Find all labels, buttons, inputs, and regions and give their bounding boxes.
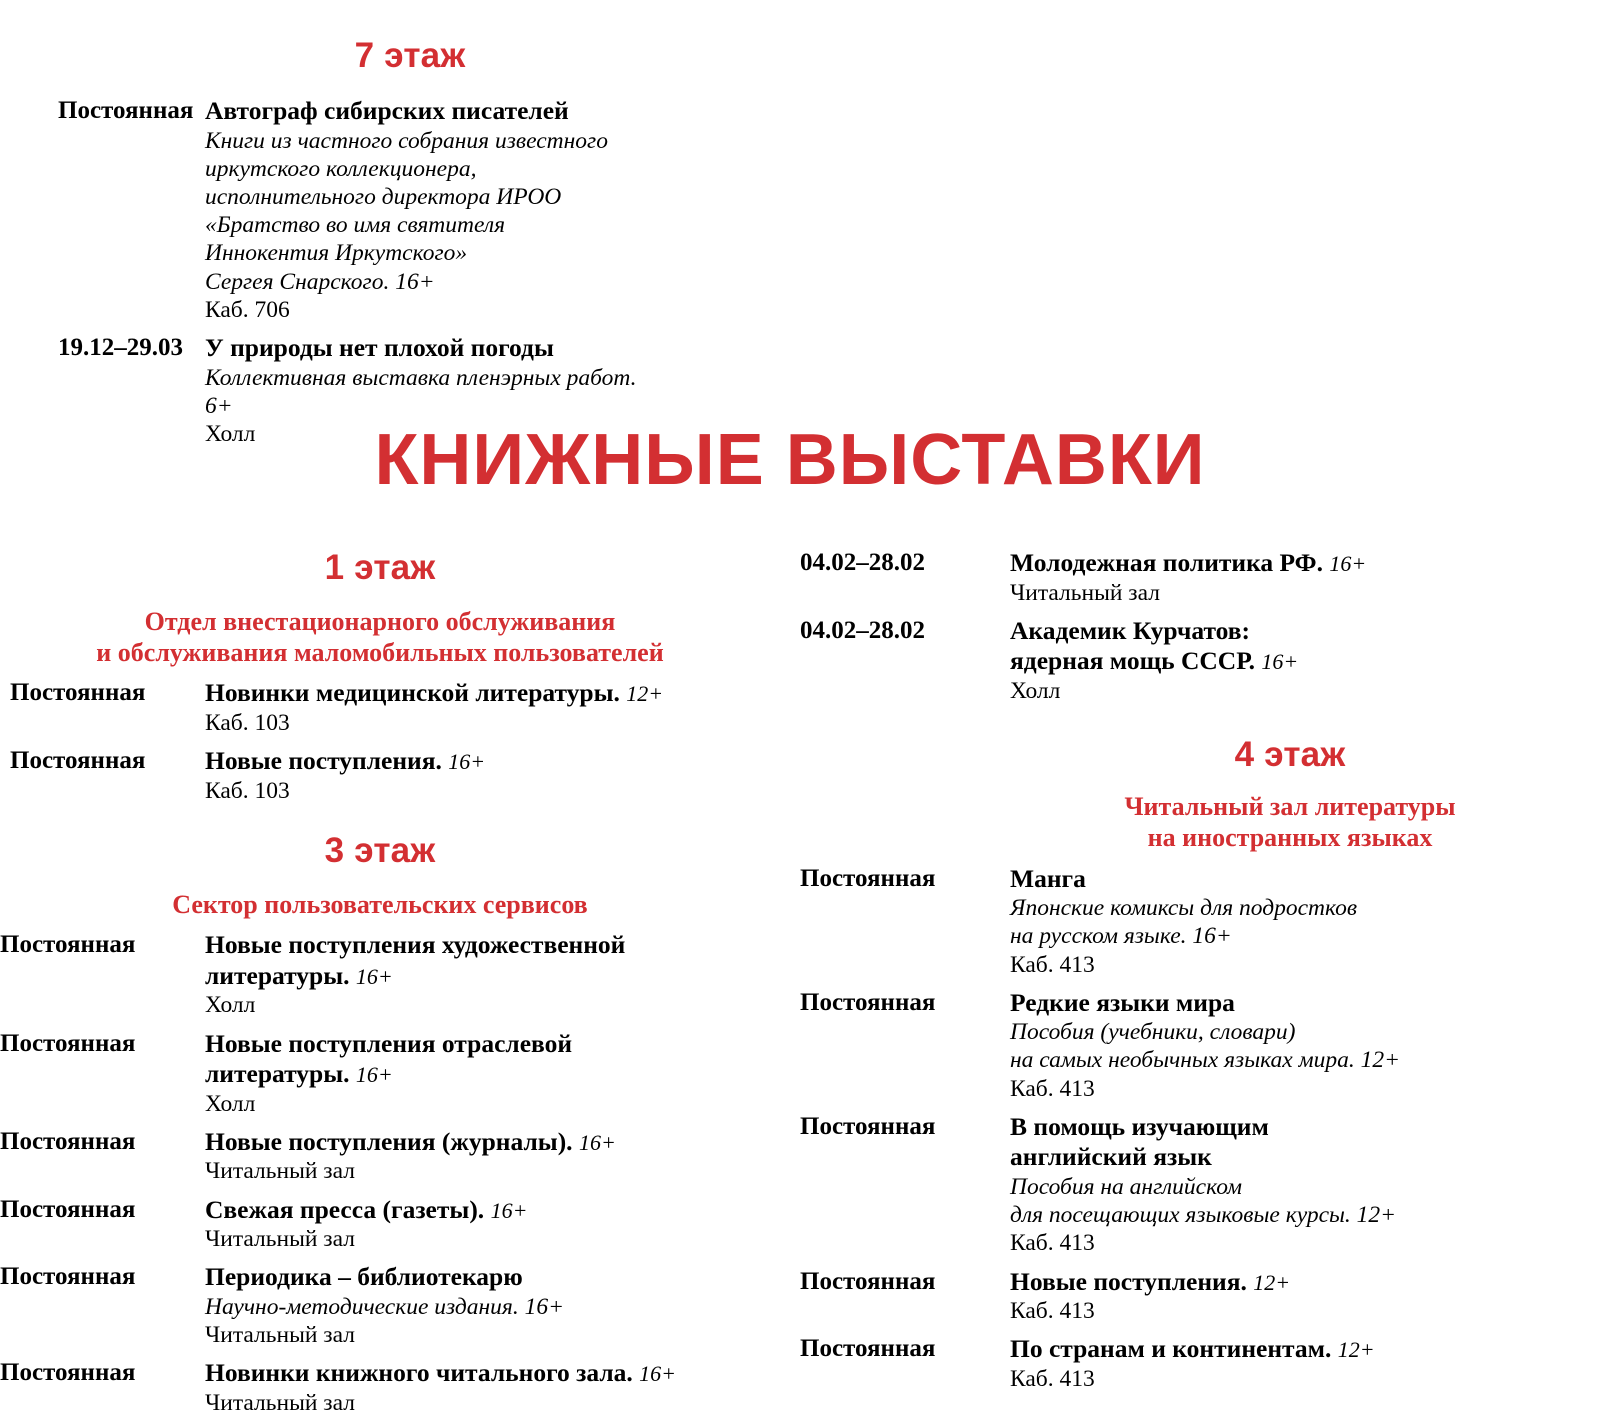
entry-details [205, 746, 790, 805]
entry-description-line: Пособия (учебники, словари) [1010, 1019, 1296, 1046]
entry-title: У природы нет плохой погоды [205, 332, 554, 362]
entry-title-text: литературы. [205, 960, 350, 990]
entry-description-line: Коллективная выставка пленэрных работ. [205, 364, 637, 391]
entry-details [1010, 548, 1600, 607]
entry-details [205, 1195, 790, 1254]
entry-schedule: Постоянная [0, 931, 136, 959]
entry-title [205, 1029, 790, 1090]
entry-title [1010, 548, 1600, 579]
entry-title-text: ядерная мощь СССР. [1010, 646, 1255, 676]
entry-title-text: Новинки книжного читального зала. [205, 1358, 633, 1388]
age-rating: 12+ [1337, 1337, 1375, 1363]
entry-title-text: Новые поступления (журналы). [205, 1126, 573, 1156]
entry-item [0, 746, 790, 805]
age-rating: 16+ [1261, 649, 1299, 675]
entry-details [1010, 864, 1600, 979]
entry-title [1010, 1267, 1600, 1298]
entry-details [205, 1029, 790, 1118]
entry-details [205, 1262, 790, 1349]
entry-location: Каб. 413 [1010, 1298, 1095, 1325]
entry-description [1010, 1173, 1600, 1229]
floor-section-1 [0, 548, 800, 805]
department-heading-line: на иностранных языках [1147, 823, 1433, 853]
entry-description: Научно-методические издания. 16+ [205, 1294, 564, 1321]
entry-item [0, 1262, 790, 1349]
entry-description [1010, 1018, 1600, 1074]
entry-item [0, 1358, 790, 1417]
department-heading-4 [800, 791, 1540, 853]
entry-title-line: английский язык [1010, 1142, 1212, 1172]
entry-description-line: на русском языке. 16+ [1010, 923, 1232, 950]
entry-title [1010, 616, 1600, 677]
entry-title-line: Новые поступления художественной [205, 930, 626, 960]
entry-details [205, 678, 790, 737]
floor-section-4 [800, 735, 1600, 1393]
entry-item [0, 96, 820, 324]
entry-schedule: Постоянная [800, 988, 936, 1016]
entry-list-floor-7 [0, 96, 820, 448]
entry-item [800, 548, 1600, 607]
entry-description-line: на самых необычных языках мира. 12+ [1010, 1047, 1400, 1074]
entry-location: Каб. 706 [205, 296, 290, 323]
entry-title-line: Академик Курчатов: [1010, 615, 1251, 645]
entry-title [1010, 1334, 1600, 1365]
entry-title-text: литературы. [205, 1059, 350, 1089]
entry-description [205, 127, 820, 296]
columns-container [0, 548, 1600, 1426]
entry-schedule: Постоянная [800, 1335, 936, 1363]
entry-details [205, 96, 820, 324]
entry-item [0, 1195, 790, 1254]
age-rating: 16+ [490, 1197, 528, 1223]
entry-location: Читальный зал [205, 1322, 355, 1349]
floor-heading-1: 1 этаж [324, 548, 436, 587]
entry-item [800, 864, 1600, 979]
entry-title-text: По странам и континентам. [1010, 1334, 1332, 1364]
entry-list-right-top [800, 548, 1600, 705]
department-heading-1 [0, 606, 760, 668]
entry-description-line: Японские комиксы для подростков [1010, 895, 1358, 922]
entry-details [1010, 1112, 1600, 1258]
entry-location: Каб. 103 [205, 709, 290, 736]
entry-title [205, 678, 790, 709]
department-heading-line: Сектор пользовательских сервисов [172, 889, 588, 919]
entry-details [1010, 1267, 1600, 1326]
entry-list-floor-1 [0, 678, 790, 805]
entry-location: Холл [205, 420, 256, 447]
entry-description-line: иркутского коллекционера, [205, 155, 477, 182]
age-rating: 12+ [1253, 1269, 1291, 1295]
entry-schedule: 19.12–29.03 [58, 333, 183, 361]
page-title-wrapper [0, 420, 1580, 500]
age-rating: 12+ [626, 681, 664, 707]
entry-schedule: 04.02–28.02 [800, 616, 925, 644]
entry-item [800, 988, 1600, 1103]
entry-location: Читальный зал [205, 1226, 355, 1253]
page-title: КНИЖНЫЕ ВЫСТАВКИ [374, 420, 1206, 500]
entry-title-line [205, 961, 790, 992]
entry-list-floor-3 [0, 930, 790, 1417]
entry-schedule: Постоянная [58, 97, 194, 124]
floor-section-7 [0, 36, 1600, 457]
entry-schedule: Постоянная [800, 1267, 936, 1295]
entry-title-text: Молодежная политика РФ. [1010, 548, 1323, 577]
age-rating: 16+ [448, 749, 486, 775]
entry-schedule: Постоянная [0, 1263, 136, 1291]
entry-item [800, 1267, 1600, 1326]
entry-location: Холл [205, 1090, 256, 1117]
entry-description-line: Сергея Снарского. 16+ [205, 268, 435, 295]
entry-title [205, 1127, 790, 1158]
age-rating: 16+ [639, 1361, 677, 1387]
entry-location: Каб. 103 [205, 777, 290, 804]
entry-schedule: Постоянная [0, 1029, 136, 1057]
entry-item [0, 1029, 790, 1118]
entry-details [1010, 988, 1600, 1103]
entry-item [0, 930, 790, 1019]
entry-location: Каб. 413 [1010, 951, 1095, 978]
entry-title-text: Новые поступления. [1010, 1266, 1247, 1296]
entry-description-line: Пособия на английском [1010, 1174, 1243, 1201]
entry-title-text: Новинки медицинской литературы. [205, 678, 620, 708]
entry-schedule: Постоянная [800, 1112, 936, 1140]
floor-heading-4: 4 этаж [1234, 735, 1346, 775]
entry-title [205, 746, 790, 777]
entry-details [205, 1358, 790, 1417]
entry-schedule: 04.02–28.02 [800, 549, 925, 576]
entry-location: Читальный зал [205, 1390, 355, 1416]
entry-title [205, 1358, 790, 1389]
entry-title: Периодика – библиотекарю [205, 1262, 523, 1292]
floor-section-3 [0, 831, 800, 1417]
age-rating: 16+ [578, 1129, 616, 1155]
entry-title-text: Новые поступления. [205, 746, 442, 776]
entry-schedule: Постоянная [0, 1195, 136, 1223]
entry-title: Манга [1010, 863, 1086, 893]
entry-list-floor-4 [800, 864, 1600, 1394]
age-rating: 16+ [355, 963, 393, 989]
entry-details [1010, 616, 1600, 705]
department-heading-line: Читальный зал литературы [1124, 792, 1456, 822]
entry-schedule: Постоянная [10, 747, 146, 775]
entry-location: Холл [205, 992, 256, 1019]
entry-title [1010, 1112, 1600, 1173]
entry-title [205, 1195, 790, 1226]
department-heading-line: Отдел внестационарного обслуживания [144, 607, 616, 636]
entry-schedule: Постоянная [0, 1359, 136, 1387]
entry-location: Холл [1010, 677, 1061, 704]
entry-title: Редкие языки мира [1010, 987, 1235, 1017]
entry-location: Читальный зал [1010, 579, 1160, 606]
left-column [0, 548, 800, 1426]
entry-description [205, 364, 820, 420]
entry-description-line: «Братство во имя святителя [205, 212, 506, 239]
entry-title-line: В помощь изучающим [1010, 1111, 1269, 1141]
entry-schedule: Постоянная [0, 1127, 136, 1155]
entry-title-text: Свежая пресса (газеты). [205, 1194, 485, 1224]
floor-heading-7: 7 этаж [354, 36, 466, 75]
age-rating: 16+ [1329, 551, 1367, 576]
entry-schedule: Постоянная [10, 679, 146, 707]
entry-details [205, 1127, 790, 1186]
entry-location: Читальный зал [205, 1158, 355, 1185]
entry-description-line: Книги из частного собрания известного [205, 127, 608, 154]
entry-item [0, 678, 790, 737]
entry-description-line: для посещающих языковые курсы. 12+ [1010, 1202, 1397, 1229]
age-rating: 16+ [355, 1062, 393, 1088]
entry-details [1010, 1334, 1600, 1393]
entry-description-line: 6+ [205, 392, 233, 419]
entry-title: Автограф сибирских писателей [205, 96, 569, 125]
entry-schedule: Постоянная [800, 864, 936, 892]
entry-item [800, 616, 1600, 705]
floor-heading-3: 3 этаж [324, 830, 436, 870]
entry-location: Каб. 413 [1010, 1230, 1095, 1257]
right-column [800, 548, 1600, 1426]
entry-description-line: Иннокентия Иркутского» [205, 240, 468, 267]
department-heading-3 [0, 889, 760, 920]
entry-title [205, 930, 790, 991]
entry-location: Каб. 413 [1010, 1365, 1095, 1392]
entry-item [0, 1127, 790, 1186]
entry-details [205, 930, 790, 1019]
entry-location: Каб. 413 [1010, 1075, 1095, 1102]
entry-description [1010, 894, 1600, 950]
entry-title-line [1010, 646, 1600, 677]
department-heading-line: и обслуживания маломобильных пользователей [96, 638, 664, 668]
entry-description-line: исполнительного директора ИРОО [205, 183, 562, 210]
entry-title-line: Новые поступления отраслевой [205, 1028, 573, 1058]
entry-item [800, 1112, 1600, 1258]
entry-title-line [205, 1059, 790, 1090]
entry-item [800, 1334, 1600, 1393]
